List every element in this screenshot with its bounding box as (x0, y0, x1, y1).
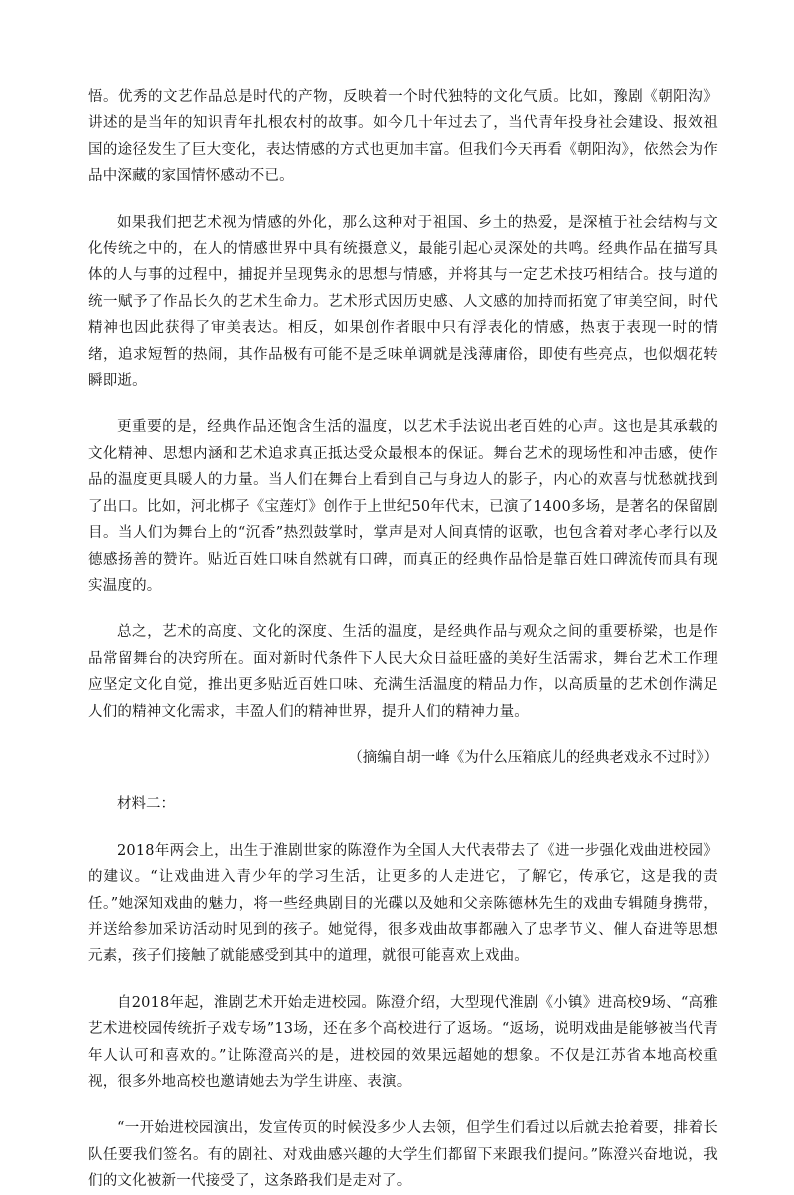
material-paragraph-2: 自2018年起，淮剧艺术开始走进校园。陈澄介绍，大型现代淮剧《小镇》进高校9场、“高雅艺术进校园传统折子戏专场”13场，还在多个高校进行了返场。“返场，说明戏曲是能够被当代青年人认可和喜欢的。”让陈澄高兴的是，进校园的效果远超她的想象。不仅是江苏省本地高校重视，很多外地高校也邀请她去为学生讲座、表演。 (88, 994, 718, 1090)
material-paragraph-3: “一开始进校园演出，发宣传页的时候没多少人去领，但学生们看过以后就去抢着要，排着长队任要我们签名。有的剧社、对戏曲感兴趣的大学生们都留下来跟我们提问。”陈澄兴奋地说，我们的文化被新一代接受了，这条路我们是走对了。 (88, 1120, 718, 1190)
paragraph-4: 总之，艺术的高度、文化的深度、生活的温度，是经典作品与观众之间的重要桥梁，也是作品常留舞台的决窍所在。面对新时代条件下人民大众日益旺盛的美好生活需求，舞台艺术工作理应坚定文化自觉，推出更多贴近百姓口味、充满生活温度的精品力作，以高质量的艺术创作满足人们的精神文化需求，丰盈人们的精神世界，提升人们的精神力量。 (88, 624, 718, 720)
source-citation: （摘编自胡一峰《为什么压箱底儿的经典老戏永不过时》） (348, 749, 718, 766)
material-two-heading: 材料二： (117, 796, 175, 813)
document-page (88, 84, 718, 1195)
paragraph-2: 如果我们把艺术视为情感的外化，那么这种对于祖国、乡土的热爱，是深植于社会结构与文化传统之中的，在人的情感世界中具有统摄意义，最能引起心灵深处的共鸣。经典作品在描写具体的人与事的过程中，捕捉并呈现隽永的思想与情感，并将其与一定艺术技巧相结合。技与道的统一赋予了作品长久的艺术生命力。艺术形式因历史感、人文感的加持而拓宽了审美空间，时代精神也因此获得了审美表达。相反，如果创作者眼中只有浮表化的情感，热衷于表现一时的情绪，追求短暂的热闹，其作品极有可能不是乏味单调就是浅薄庸俗，即使有些亮点，也似烟花转瞬即逝。 (88, 214, 718, 390)
material-paragraph-1: 2018年两会上，出生于淮剧世家的陈澄作为全国人大代表带去了《进一步强化戏曲进校园》的建议。“让戏曲进入青少年的学习生活，让更多的人走进它，了解它，传承它，这是我的责任。”她深知戏曲的魅力，将一些经典剧目的光碟以及她和父亲陈德林先生的戏曲专辑随身携带，并送给参加采访活动时见到的孩子。她觉得，很多戏曲故事都融入了忠孝节义、催人奋进等思想元素，孩子们接触了就能感受到其中的道理，就很可能喜欢上戏曲。 (88, 842, 718, 965)
paragraph-1: 悟。优秀的文艺作品总是时代的产物，反映着一个时代独特的文化气质。比如，豫剧《朝阳沟》讲述的是当年的知识青年扎根农村的故事。如今几十年过去了，当代青年投身社会建设、报效祖国的途径发生了巨大变化，表达情感的方式也更加丰富。但我们今天再看《朝阳沟》，依然会为作品中深藏的家国情怀感动不已。 (88, 89, 718, 185)
paragraph-3: 更重要的是，经典作品还饱含生活的温度，以艺术手法说出老百姓的心声。这也是其承载的文化精神、思想内涵和艺术追求真正抵达受众最根本的保证。舞台艺术的现场性和冲击感，使作品的温度更具暖人的力量。当人们在舞台上看到自己与身边人的影子，内心的欢喜与忧愁就找到了出口。比如，河北梆子《宝莲灯》创作于上世纪50年代末，已演了1400多场，是著名的保留剧目。当人们为舞台上的“沉香”热烈鼓掌时，掌声是对人间真情的讴歌，也包含着对孝心孝行以及德感扬善的赞许。贴近百姓口味自然就有口碑，而真正的经典作品恰是靠百姓口碑流传而具有现实温度的。 (88, 419, 718, 594)
